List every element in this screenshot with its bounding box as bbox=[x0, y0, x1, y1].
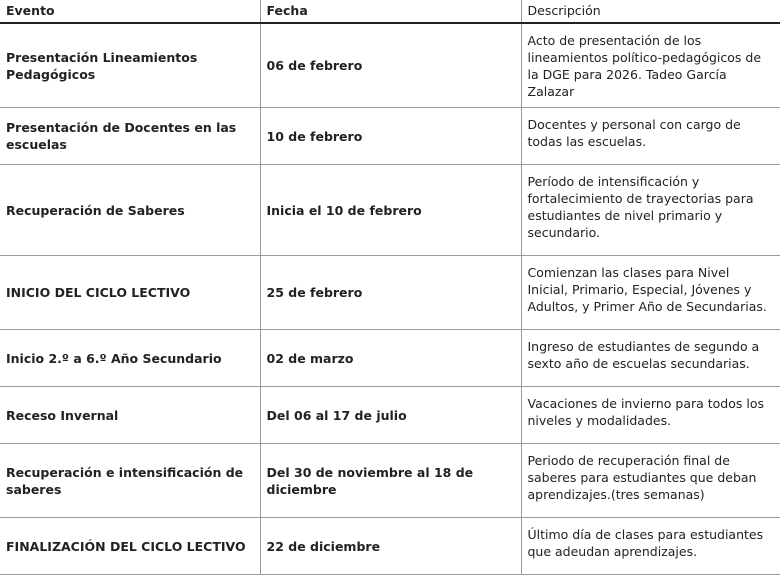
cell-fecha: 22 de diciembre bbox=[260, 518, 521, 575]
table-row bbox=[0, 108, 780, 165]
cell-fecha: 10 de febrero bbox=[260, 108, 521, 165]
cell-fecha: 25 de febrero bbox=[260, 256, 521, 330]
cell-fecha: Inicia el 10 de febrero bbox=[260, 165, 521, 256]
table-row bbox=[0, 330, 780, 387]
table-row bbox=[0, 518, 780, 575]
cell-descripcion: Ingreso de estudiantes de segundo a sexto año de escuelas secundarias. bbox=[521, 330, 780, 387]
cell-evento: Inicio 2.º a 6.º Año Secundario bbox=[0, 330, 260, 387]
header-descripcion: Descripción bbox=[521, 0, 780, 23]
cell-evento: Receso Invernal bbox=[0, 387, 260, 444]
cell-descripcion: Periodo de recuperación final de saberes para estudiantes que deban aprendizajes.(tres semanas) bbox=[521, 444, 780, 518]
cell-descripcion: Docentes y personal con cargo de todas las escuelas. bbox=[521, 108, 780, 165]
cell-evento: Recuperación de Saberes bbox=[0, 165, 260, 256]
table-row bbox=[0, 23, 780, 108]
cell-fecha: Del 06 al 17 de julio bbox=[260, 387, 521, 444]
cell-descripcion: Período de intensificación y fortalecimiento de trayectorias para estudiantes de nivel primario y secundario. bbox=[521, 165, 780, 256]
table-row bbox=[0, 165, 780, 256]
header-fecha: Fecha bbox=[260, 0, 521, 23]
table-header-row bbox=[0, 0, 780, 23]
cell-evento: Presentación Lineamientos Pedagógicos bbox=[0, 23, 260, 108]
table-row bbox=[0, 387, 780, 444]
cell-fecha: 06 de febrero bbox=[260, 23, 521, 108]
cell-evento: Presentación de Docentes en las escuelas bbox=[0, 108, 260, 165]
cell-evento: FINALIZACIÓN DEL CICLO LECTIVO bbox=[0, 518, 260, 575]
cell-descripcion: Último día de clases para estudiantes que adeudan aprendizajes. bbox=[521, 518, 780, 575]
table-row bbox=[0, 256, 780, 330]
cell-evento: INICIO DEL CICLO LECTIVO bbox=[0, 256, 260, 330]
cell-descripcion: Vacaciones de invierno para todos los niveles y modalidades. bbox=[521, 387, 780, 444]
cell-descripcion: Acto de presentación de los lineamientos político-pedagógicos de la DGE para 2026. Tadeo García Zalazar bbox=[521, 23, 780, 108]
cell-fecha: Del 30 de noviembre al 18 de diciembre bbox=[260, 444, 521, 518]
cell-descripcion: Comienzan las clases para Nivel Inicial, Primario, Especial, Jóvenes y Adultos, y Primer Año de Secundarias. bbox=[521, 256, 780, 330]
cell-evento: Recuperación e intensificación de saberes bbox=[0, 444, 260, 518]
header-evento: Evento bbox=[0, 0, 260, 23]
table-row bbox=[0, 444, 780, 518]
cell-fecha: 02 de marzo bbox=[260, 330, 521, 387]
